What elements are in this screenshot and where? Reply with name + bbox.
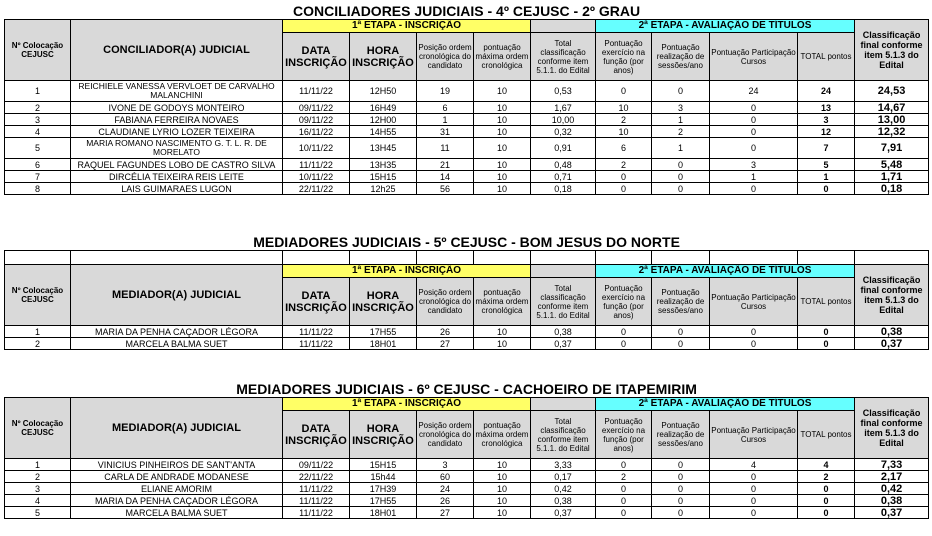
header-total-class: Total classificação conforme item 5.1.1. do Edital: [531, 278, 596, 326]
cell-max: 10: [474, 326, 531, 338]
cell-data: 11/11/22: [283, 159, 350, 171]
header-etapa-2: 2ª ETAPA - AVALIAÇÃO DE TÍTULOS: [596, 20, 855, 33]
header-name: MEDIADOR(A) JUDICIAL: [71, 265, 283, 326]
cell-cursos: 24: [710, 81, 798, 102]
cell-hora: 13H45: [350, 138, 417, 159]
cell-hora: 12h25: [350, 183, 417, 195]
cell-name: CARLA DE ANDRADE MODANESE: [71, 471, 283, 483]
cell-name: MARIA DA PENHA CAÇADOR LÉGORA: [71, 495, 283, 507]
ranking-table: [4, 2, 929, 195]
header-posicao: Posição ordem cronológica do candidato: [417, 33, 474, 81]
ranking-table: [4, 233, 929, 350]
cell-cursos: 4: [710, 459, 798, 471]
cell-total-pontos: 0: [798, 495, 855, 507]
cell-max: 10: [474, 126, 531, 138]
header-name: MEDIADOR(A) JUDICIAL: [71, 398, 283, 459]
cell-max: 10: [474, 183, 531, 195]
cell-final: 12,32: [855, 126, 929, 138]
cell-final: 5,48: [855, 159, 929, 171]
cell-final: 0,37: [855, 338, 929, 350]
cell-pos: 31: [417, 126, 474, 138]
cell-name: IVONE DE GODOYS MONTEIRO: [71, 102, 283, 114]
cell-cursos: 0: [710, 338, 798, 350]
cell-name: RAQUEL FAGUNDES LOBO DE CASTRO SILVA: [71, 159, 283, 171]
cell-total: 3,33: [531, 459, 596, 471]
header-etapa-2: 2ª ETAPA - AVALIAÇÃO DE TÍTULOS: [596, 265, 855, 278]
cell-n: 3: [5, 483, 71, 495]
cell-pos: 3: [417, 459, 474, 471]
cell-n: 4: [5, 495, 71, 507]
section-title: MEDIADORES JUDICIAIS - 5º CEJUSC - BOM JESUS DO NORTE: [253, 233, 680, 250]
cell-n: 5: [5, 507, 71, 519]
cell-cursos: 0: [710, 326, 798, 338]
header-pontuacao-max: pontuação máxima ordem cronológica: [474, 278, 531, 326]
table-row: [5, 126, 929, 138]
cell-max: 10: [474, 459, 531, 471]
cell-cursos: 0: [710, 507, 798, 519]
header-total-class: Total classificação conforme item 5.1.1. do Edital: [531, 33, 596, 81]
cell-total: 0,71: [531, 171, 596, 183]
cell-n: 6: [5, 159, 71, 171]
section-title: CONCILIADORES JUDICIAIS - 4º CEJUSC - 2º GRAU: [293, 2, 641, 19]
cell-name: VINICIUS PINHEIROS DE SANT'ANTA: [71, 459, 283, 471]
cell-cursos: 0: [710, 483, 798, 495]
cell-total-pontos: 0: [798, 326, 855, 338]
ranking-table: [4, 380, 929, 519]
cell-hora: 12H00: [350, 114, 417, 126]
cell-total-pontos: 24: [798, 81, 855, 102]
cell-pos: 6: [417, 102, 474, 114]
cell-data: 11/11/22: [283, 338, 350, 350]
cell-total-pontos: 1: [798, 171, 855, 183]
cell-sess: 0: [652, 171, 710, 183]
header-exercicio: Pontuação exercício na função (por anos): [596, 278, 652, 326]
cell-total: 1,67: [531, 102, 596, 114]
cell-cursos: 0: [710, 183, 798, 195]
cell-name: DIRCÉLIA TEIXEIRA REIS LEITE: [71, 171, 283, 183]
cell-total-pontos: 4: [798, 459, 855, 471]
cell-hora: 18H01: [350, 338, 417, 350]
header-posicao: Posição ordem cronológica do candidato: [417, 411, 474, 459]
cell-data: 09/11/22: [283, 114, 350, 126]
table-row: [5, 495, 929, 507]
cell-data: 22/11/22: [283, 183, 350, 195]
header-etapa-2: 2ª ETAPA - AVALIAÇÃO DE TÍTULOS: [596, 398, 855, 411]
cell-hora: 15H15: [350, 171, 417, 183]
cell-max: 10: [474, 159, 531, 171]
header-name: CONCILIADOR(A) JUDICIAL: [71, 20, 283, 81]
header-sessoes: Pontuação realização de sessões/ano: [652, 411, 710, 459]
cell-data: 09/11/22: [283, 102, 350, 114]
cell-cursos: 0: [710, 495, 798, 507]
cell-total-pontos: 12: [798, 126, 855, 138]
cell-hora: 15H15: [350, 459, 417, 471]
header-sessoes: Pontuação realização de sessões/ano: [652, 33, 710, 81]
cell-exer: 2: [596, 114, 652, 126]
cell-pos: 1: [417, 114, 474, 126]
cell-n: 1: [5, 459, 71, 471]
cell-total-pontos: 13: [798, 102, 855, 114]
cell-cursos: 0: [710, 102, 798, 114]
cell-sess: 2: [652, 126, 710, 138]
cell-exer: 0: [596, 183, 652, 195]
cell-final: 0,37: [855, 507, 929, 519]
header-spacer: [531, 398, 596, 411]
cell-hora: 16H49: [350, 102, 417, 114]
header-class-final: Classificação final conforme item 5.1.3 do Edital: [855, 398, 929, 459]
header-class-final: Classificação final conforme item 5.1.3 do Edital: [855, 20, 929, 81]
table-row: [5, 338, 929, 350]
section-conciliadores-4-cejusc: [4, 2, 928, 195]
cell-name: MARCELA BALMA SUET: [71, 507, 283, 519]
cell-final: 13,00: [855, 114, 929, 126]
cell-total-pontos: 5: [798, 159, 855, 171]
cell-exer: 0: [596, 326, 652, 338]
cell-sess: 0: [652, 81, 710, 102]
cell-hora: 17H55: [350, 495, 417, 507]
cell-total-pontos: 3: [798, 114, 855, 126]
header-data: DATA INSCRIÇÃO: [283, 411, 350, 459]
cell-exer: 0: [596, 483, 652, 495]
section-title: MEDIADORES JUDICIAIS - 6º CEJUSC - CACHOEIRO DE ITAPEMIRIM: [236, 380, 697, 397]
header-cursos: Pontuação Participação Cursos: [710, 33, 798, 81]
cell-sess: 0: [652, 483, 710, 495]
header-etapa-1: 1ª ETAPA - INSCRIÇÃO: [283, 20, 531, 33]
cell-sess: 1: [652, 114, 710, 126]
table-row: [5, 81, 929, 102]
header-pontuacao-max: pontuação máxima ordem cronológica: [474, 411, 531, 459]
cell-final: 24,53: [855, 81, 929, 102]
header-hora: HORA INSCRIÇÃO: [350, 411, 417, 459]
table-row: [5, 483, 929, 495]
header-hora: HORA INSCRIÇÃO: [350, 33, 417, 81]
header-total-class: Total classificação conforme item 5.1.1. do Edital: [531, 411, 596, 459]
cell-hora: 14H55: [350, 126, 417, 138]
cell-pos: 56: [417, 183, 474, 195]
cell-max: 10: [474, 338, 531, 350]
cell-sess: 0: [652, 507, 710, 519]
header-hora: HORA INSCRIÇÃO: [350, 278, 417, 326]
header-spacer: [531, 265, 596, 278]
table-row: [5, 138, 929, 159]
header-colocacao: Nº Colocação CEJUSC: [5, 265, 71, 326]
cell-cursos: 3: [710, 159, 798, 171]
cell-total-pontos: 0: [798, 483, 855, 495]
cell-final: 1,71: [855, 171, 929, 183]
cell-data: 11/11/22: [283, 507, 350, 519]
cell-hora: 15h44: [350, 471, 417, 483]
cell-exer: 10: [596, 102, 652, 114]
cell-total: 0,17: [531, 471, 596, 483]
header-sessoes: Pontuação realização de sessões/ano: [652, 278, 710, 326]
cell-cursos: 0: [710, 126, 798, 138]
cell-cursos: 0: [710, 138, 798, 159]
header-class-final: Classificação final conforme item 5.1.3 do Edital: [855, 265, 929, 326]
cell-name: REICHIELE VANESSA VERVLOET DE CARVALHO MALANCHINI: [71, 81, 283, 102]
cell-exer: 10: [596, 126, 652, 138]
cell-cursos: 1: [710, 171, 798, 183]
header-etapa-1: 1ª ETAPA - INSCRIÇÃO: [283, 398, 531, 411]
cell-total: 0,91: [531, 138, 596, 159]
cell-max: 10: [474, 471, 531, 483]
cell-exer: 0: [596, 459, 652, 471]
cell-total: 0,32: [531, 126, 596, 138]
cell-pos: 21: [417, 159, 474, 171]
cell-pos: 11: [417, 138, 474, 159]
cell-data: 22/11/22: [283, 471, 350, 483]
cell-sess: 3: [652, 102, 710, 114]
cell-final: 7,33: [855, 459, 929, 471]
cell-sess: 0: [652, 159, 710, 171]
cell-name: MARIA ROMANO NASCIMENTO G. T. L. R. DE MORELATO: [71, 138, 283, 159]
cell-name: MARCELA BALMA SUET: [71, 338, 283, 350]
cell-exer: 2: [596, 471, 652, 483]
cell-max: 10: [474, 171, 531, 183]
cell-n: 5: [5, 138, 71, 159]
cell-pos: 27: [417, 507, 474, 519]
cell-final: 0,38: [855, 495, 929, 507]
cell-exer: 0: [596, 338, 652, 350]
section-mediadores-5-cejusc: [4, 233, 928, 350]
cell-exer: 2: [596, 159, 652, 171]
cell-total: 0,53: [531, 81, 596, 102]
cell-total-pontos: 7: [798, 138, 855, 159]
cell-hora: 18H01: [350, 507, 417, 519]
cell-n: 2: [5, 338, 71, 350]
table-row: [5, 183, 929, 195]
cell-max: 10: [474, 138, 531, 159]
header-cursos: Pontuação Participação Cursos: [710, 411, 798, 459]
cell-name: FABIANA FERREIRA NOVAES: [71, 114, 283, 126]
cell-pos: 14: [417, 171, 474, 183]
cell-max: 10: [474, 507, 531, 519]
cell-final: 14,67: [855, 102, 929, 114]
cell-n: 7: [5, 171, 71, 183]
cell-exer: 0: [596, 171, 652, 183]
table-row: [5, 114, 929, 126]
cell-data: 11/11/22: [283, 495, 350, 507]
cell-pos: 27: [417, 338, 474, 350]
cell-max: 10: [474, 102, 531, 114]
cell-name: CLAUDIANE LYRIO LOZER TEIXEIRA: [71, 126, 283, 138]
header-data: DATA INSCRIÇÃO: [283, 278, 350, 326]
cell-data: 11/11/22: [283, 326, 350, 338]
cell-sess: 0: [652, 459, 710, 471]
header-cursos: Pontuação Participação Cursos: [710, 278, 798, 326]
cell-exer: 6: [596, 138, 652, 159]
table-row: [5, 507, 929, 519]
cell-data: 11/11/22: [283, 81, 350, 102]
cell-data: 10/11/22: [283, 138, 350, 159]
header-total-pontos: TOTAL pontos: [798, 33, 855, 81]
cell-total: 0,38: [531, 495, 596, 507]
cell-pos: 60: [417, 471, 474, 483]
header-exercicio: Pontuação exercício na função (por anos): [596, 411, 652, 459]
cell-total-pontos: 0: [798, 507, 855, 519]
header-posicao: Posição ordem cronológica do candidato: [417, 278, 474, 326]
cell-name: MARIA DA PENHA CAÇADOR LÉGORA: [71, 326, 283, 338]
cell-name: ELIANE AMORIM: [71, 483, 283, 495]
cell-final: 2,17: [855, 471, 929, 483]
header-pontuacao-max: pontuação máxima ordem cronológica: [474, 33, 531, 81]
cell-sess: 0: [652, 326, 710, 338]
cell-pos: 26: [417, 326, 474, 338]
cell-pos: 24: [417, 483, 474, 495]
cell-max: 10: [474, 114, 531, 126]
cell-total: 0,37: [531, 507, 596, 519]
cell-data: 11/11/22: [283, 483, 350, 495]
cell-hora: 13H35: [350, 159, 417, 171]
cell-exer: 0: [596, 495, 652, 507]
cell-data: 09/11/22: [283, 459, 350, 471]
cell-max: 10: [474, 81, 531, 102]
header-colocacao: Nº Colocação CEJUSC: [5, 398, 71, 459]
cell-final: 0,38: [855, 326, 929, 338]
cell-total-pontos: 0: [798, 183, 855, 195]
header-total-pontos: TOTAL pontos: [798, 411, 855, 459]
table-row: [5, 102, 929, 114]
cell-sess: 0: [652, 495, 710, 507]
cell-sess: 0: [652, 183, 710, 195]
cell-n: 4: [5, 126, 71, 138]
cell-data: 10/11/22: [283, 171, 350, 183]
cell-total-pontos: 0: [798, 338, 855, 350]
cell-data: 16/11/22: [283, 126, 350, 138]
cell-max: 10: [474, 483, 531, 495]
cell-total: 0,48: [531, 159, 596, 171]
cell-total: 0,37: [531, 338, 596, 350]
cell-n: 8: [5, 183, 71, 195]
header-exercicio: Pontuação exercício na função (por anos): [596, 33, 652, 81]
cell-name: LAIS GUIMARAES LUGON: [71, 183, 283, 195]
cell-hora: 17H55: [350, 326, 417, 338]
cell-cursos: 0: [710, 471, 798, 483]
cell-total: 0,38: [531, 326, 596, 338]
cell-sess: 1: [652, 138, 710, 159]
cell-final: 7,91: [855, 138, 929, 159]
cell-exer: 0: [596, 507, 652, 519]
cell-pos: 26: [417, 495, 474, 507]
cell-n: 1: [5, 81, 71, 102]
cell-pos: 19: [417, 81, 474, 102]
table-row: [5, 326, 929, 338]
header-colocacao: Nº Colocação CEJUSC: [5, 20, 71, 81]
header-etapa-1: 1ª ETAPA - INSCRIÇÃO: [283, 265, 531, 278]
cell-sess: 0: [652, 471, 710, 483]
table-row: [5, 159, 929, 171]
cell-sess: 0: [652, 338, 710, 350]
cell-total: 0,42: [531, 483, 596, 495]
table-row: [5, 171, 929, 183]
table-row: [5, 459, 929, 471]
cell-n: 3: [5, 114, 71, 126]
cell-total: 10,00: [531, 114, 596, 126]
header-total-pontos: TOTAL pontos: [798, 278, 855, 326]
header-spacer: [531, 20, 596, 33]
cell-hora: 17H39: [350, 483, 417, 495]
cell-total-pontos: 2: [798, 471, 855, 483]
cell-n: 2: [5, 471, 71, 483]
cell-total: 0,18: [531, 183, 596, 195]
section-mediadores-6-cejusc: [4, 380, 928, 519]
cell-final: 0,42: [855, 483, 929, 495]
cell-exer: 0: [596, 81, 652, 102]
cell-hora: 12H50: [350, 81, 417, 102]
cell-cursos: 0: [710, 114, 798, 126]
cell-final: 0,18: [855, 183, 929, 195]
cell-n: 1: [5, 326, 71, 338]
cell-max: 10: [474, 495, 531, 507]
table-row: [5, 471, 929, 483]
header-data: DATA INSCRIÇÃO: [283, 33, 350, 81]
cell-n: 2: [5, 102, 71, 114]
